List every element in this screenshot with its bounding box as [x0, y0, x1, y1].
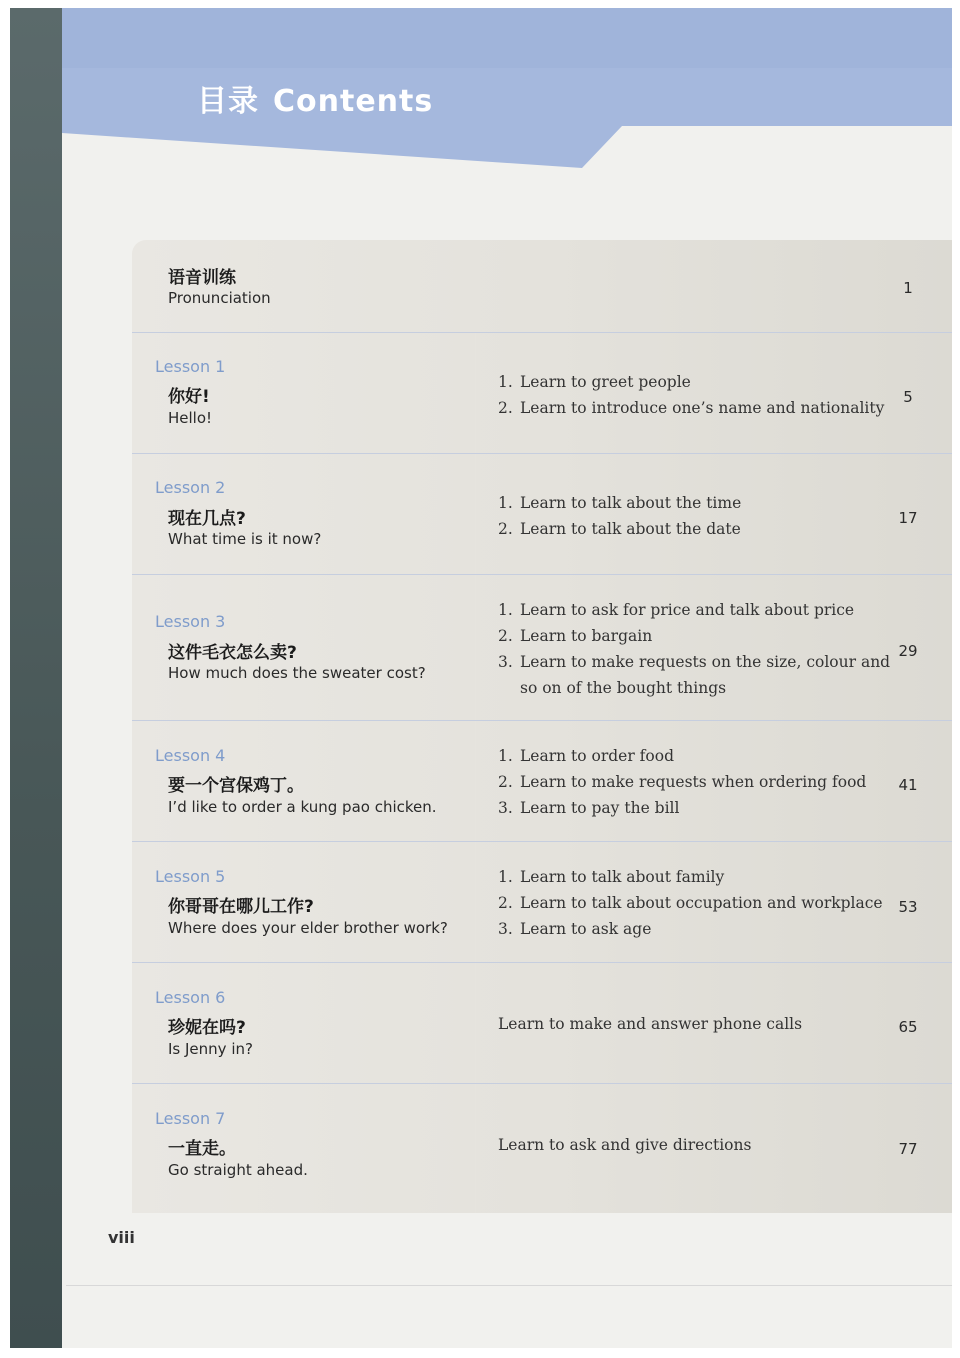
- lesson-title-en: Is Jenny in?: [168, 1040, 253, 1058]
- objective-item: Learn to ask and give directions: [498, 1136, 752, 1154]
- objective-item-continued: so on of the bought things: [520, 679, 727, 697]
- lesson-page: 65: [898, 1018, 918, 1036]
- lesson-objectives: [498, 1011, 802, 1037]
- lesson-number: Lesson 4: [155, 746, 226, 765]
- lesson-title-zh: 一直走。: [168, 1139, 236, 1159]
- bottom-rule: [66, 1285, 952, 1286]
- lesson-title-zh: 你哥哥在哪儿工作?: [168, 897, 314, 917]
- lesson-objectives: 1. Learn to greet people 2. Learn to introduce one’s name and nationality: [498, 373, 885, 417]
- lesson-page: 53: [898, 898, 918, 916]
- lesson-title-en: Where does your elder brother work?: [168, 919, 448, 937]
- objective-item: Learn to pay the bill: [520, 799, 680, 817]
- pronunciation-page: 1: [903, 279, 913, 297]
- objective-item: Learn to talk about the time: [520, 494, 742, 512]
- lesson-objectives: 1. Learn to talk about the time 2. Learn to talk about the date: [498, 494, 742, 538]
- objective-item: Learn to ask age: [520, 920, 652, 938]
- pronunciation-en: Pronunciation: [168, 289, 271, 307]
- lesson-objectives: 1. Learn to order food 2. Learn to make requests when ordering food 3. Learn to pay the bill: [498, 747, 867, 817]
- objective-item: Learn to make requests when ordering food: [520, 773, 867, 791]
- title-zh: 目录: [197, 84, 259, 119]
- lesson-title-zh: 你好!: [168, 387, 210, 407]
- header-banner: [62, 8, 952, 168]
- objective-item: Learn to talk about family: [520, 868, 725, 886]
- objective-item: Learn to talk about occupation and workplace: [520, 894, 883, 912]
- lesson-objectives: 1. Learn to talk about family 2. Learn to talk about occupation and workplace 3. Learn to ask age: [498, 868, 883, 938]
- objective-item: Learn to greet people: [520, 373, 691, 391]
- title-en: Contents: [273, 84, 434, 119]
- lesson-number: Lesson 1: [155, 357, 226, 376]
- lesson-title-en: Hello!: [168, 409, 213, 427]
- scan-edge-strip: [10, 8, 62, 1348]
- lesson-number: Lesson 6: [155, 988, 226, 1007]
- lesson-number: Lesson 2: [155, 478, 226, 497]
- lesson-page: 17: [898, 509, 918, 527]
- lesson-title-en: I’d like to order a kung pao chicken.: [168, 798, 437, 816]
- lesson-number: Lesson 5: [155, 867, 226, 886]
- toc-row-pronunciation: [132, 240, 952, 333]
- objective-item: Learn to make and answer phone calls: [498, 1015, 803, 1033]
- lesson-page: 77: [898, 1140, 918, 1158]
- lesson-page: 5: [903, 388, 913, 406]
- objective-item: Learn to talk about the date: [520, 520, 741, 538]
- lesson-objectives: 1. Learn to ask for price and talk about price 2. Learn to bargain 3. Learn to make requests on the size, colour and so on of the bought things: [498, 597, 890, 701]
- lesson-title-zh: 现在几点?: [168, 509, 246, 529]
- lesson-title-zh: 珍妮在吗?: [168, 1018, 246, 1038]
- page-folio: viii: [108, 1228, 135, 1247]
- lesson-title-en: What time is it now?: [168, 530, 322, 548]
- page-title: [197, 76, 433, 120]
- lesson-page: 29: [898, 642, 918, 660]
- lesson-objectives: [498, 1132, 751, 1158]
- lesson-title-zh: 这件毛衣怎么卖?: [168, 643, 297, 663]
- objective-item: Learn to introduce one’s name and nationality: [520, 399, 885, 417]
- lesson-page: 41: [898, 776, 918, 794]
- objective-item: Learn to order food: [520, 747, 675, 765]
- lesson-number: Lesson 7: [155, 1109, 226, 1128]
- lesson-title-en: How much does the sweater cost?: [168, 664, 426, 682]
- objective-item: Learn to bargain: [520, 627, 653, 645]
- lesson-title-en: Go straight ahead.: [168, 1161, 308, 1179]
- pronunciation-zh: 语音训练: [168, 268, 236, 288]
- objective-item: Learn to ask for price and talk about price: [520, 601, 855, 619]
- objective-item: Learn to make requests on the size, colour and: [520, 653, 891, 671]
- lesson-number: Lesson 3: [155, 612, 226, 631]
- lesson-title-zh: 要一个宫保鸡丁。: [168, 776, 304, 796]
